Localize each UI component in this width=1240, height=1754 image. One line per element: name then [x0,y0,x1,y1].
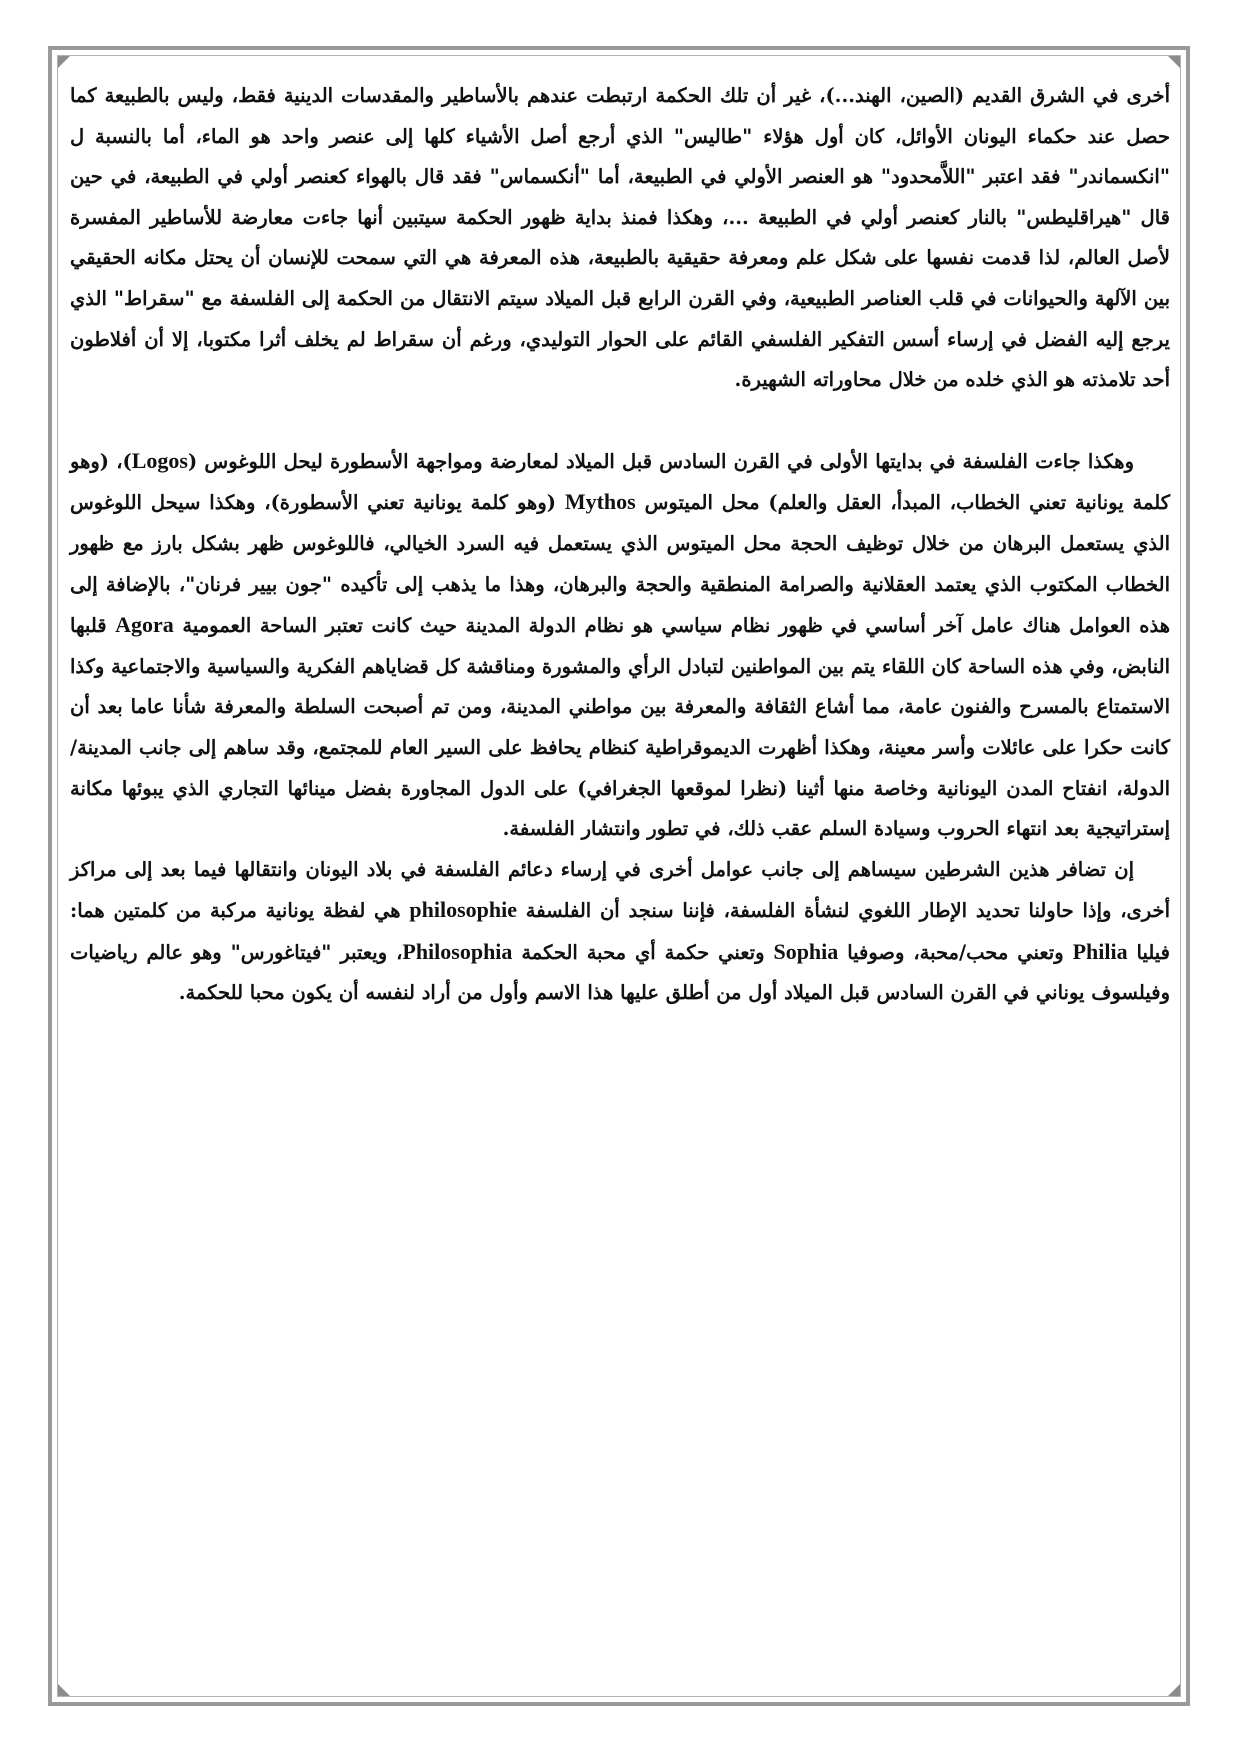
text-run: إن تضافر هذين الشرطين سيساهم إلى جانب عوامل أخرى في إرساء دعائم الفلسفة في بلاد اليونان وانتقالها فيما بعد إلى مراكز أخرى، وإذا حاولنا تحديد الإطار اللغوي لنشأة الفلسفة، فإننا سنجد أن الفلسفة [70,857,1170,923]
border-corner-ornament [58,1684,70,1696]
paragraph-etymology [70,850,1170,1014]
paragraph-logos-mythos [70,441,1170,850]
text-run: وهكذا جاءت الفلسفة في بدايتها الأولى في القرن السادس قبل الميلاد لمعارضة ومواجهة الأسطورة ليحل اللوغوس ( [187,449,1135,473]
text-run: قلبها النابض، وفي هذه الساحة كان اللقاء يتم بين المواطنين لتبادل الرأي والمشورة ومناقشة كل قضاياهم الفكرية والسياسية والاجتماعية وكذا الاستمتاع بالمسرح والفنون عامة، مما أشاع الثقافة والمعرفة بين مواطني المدينة، ومن تم أصبحت السلطة والمعرفة شأنا عاما بعد أن كانت حكرا على عائلات وأسر معينة، وهكذا أظهرت الديموقراطية كنظام يحافظ على السير العام للمجتمع، وقد ساهم إلى جانب المدينة/الدولة، انفتاح المدن اليونانية وخاصة منها أثينا (نظرا لموقعها الجغرافي) على الدول المجاورة بفضل مينائها التجاري الذي يبوئها مكانة إستراتيجية بعد انتهاء الحروب وسيادة السلم عقب ذلك، في تطور وانتشار الفلسفة. [70,614,1170,841]
term-sophia: Sophia [773,938,839,964]
term-agora: Agora [115,612,174,638]
document-body [70,76,1170,1014]
border-corner-ornament [1168,56,1180,68]
term-logos: Logos [131,447,188,473]
text-run: وتعني محب/محبة، وصوفيا [838,940,1073,964]
term-philosophia: Philosophia [402,938,513,964]
border-corner-ornament [58,56,70,68]
text-run: (وهو كلمة يونانية تعني الأسطورة)، وهكذا سيحل اللوغوس الذي يستعمل البرهان من خلال توظيف الحجة محل الميتوس الذي يستعمل فيه السرد الخيالي، فاللوغوس ظهر بشكل بارز مع ظهور الخطاب المكتوب الذي يعتمد العقلانية والصرامة المنطقية والحجة والبرهان، وهذا ما يذهب إلى تأكيده "جون بيير فرنان"، بالإضافة إلى هذه العوامل هناك عامل آخر أساسي في ظهور نظام سياسي هو نظام الدولة المدينة حيث كانت تعتبر الساحة العمومية [70,491,1170,638]
term-mythos: Mythos [564,489,636,515]
text-run: هي لفظة يونانية مركبة من كلمتين هما: فيليا [70,899,1170,964]
paragraph-intro-wisdom: أخرى في الشرق القديم (الصين، الهند...)، غير أن تلك الحكمة ارتبطت عندهم بالأساطير والمقدسات الدينية فقط، وليس بالطبيعة كما حصل عند حكماء اليونان الأوائل، كان أول هؤلاء "طاليس" الذي أرجع أصل الأشياء كلها إلى عنصر واحد هو الماء، أما بالنسبة ل "انكسماندر" فقد اعتبر "اللاَّمحدود" هو العنصر الأولي في الطبيعة، أما "أنكسماس" فقد قال بالهواء كعنصر أولي في الطبيعة، في حين قال "هيراقليطس" بالنار كعنصر أولي في الطبيعة ...، وهكذا فمنذ بداية ظهور الحكمة سيتبين أنها جاءت معارضة للأساطير المفسرة لأصل العالم، لذا قدمت نفسها على شكل علم ومعرفة حقيقية بالطبيعة، هذه المعرفة هي التي سمحت للإنسان أن يحتل مكانه الحقيقي بين الآلهة والحيوانات في قلب العناصر الطبيعية، وفي القرن الرابع قبل الميلاد سيتم الانتقال من الحكمة إلى الفلسفة مع "سقراط" الذي يرجع إليه الفضل في إرساء أسس التفكير الفلسفي القائم على الحوار التوليدي، ورغم أن سقراط لم يخلف أثرا مكتوبا، إلا أن أفلاطون أحد تلامذته هو الذي خلده من خلال محاوراته الشهيرة. [70,84,1170,392]
term-philosophie: philosophie [409,897,517,923]
border-corner-ornament [1168,1684,1180,1696]
text-run: )، (وهو كلمة يونانية تعني الخطاب، المبدأ، العقل والعلم) محل الميتوس [70,449,1170,515]
term-philia: Philia [1072,938,1128,964]
text-run: وتعني حكمة أي محبة الحكمة [512,940,774,964]
text-run: ، ويعتبر "فيتاغورس" وهو عالم رياضيات وفيلسوف يوناني في القرن السادس قبل الميلاد أول من أطلق عليها هذا الاسم وأول من أراد لنفسه أن يكون محبا للحكمة. [70,940,1170,1005]
